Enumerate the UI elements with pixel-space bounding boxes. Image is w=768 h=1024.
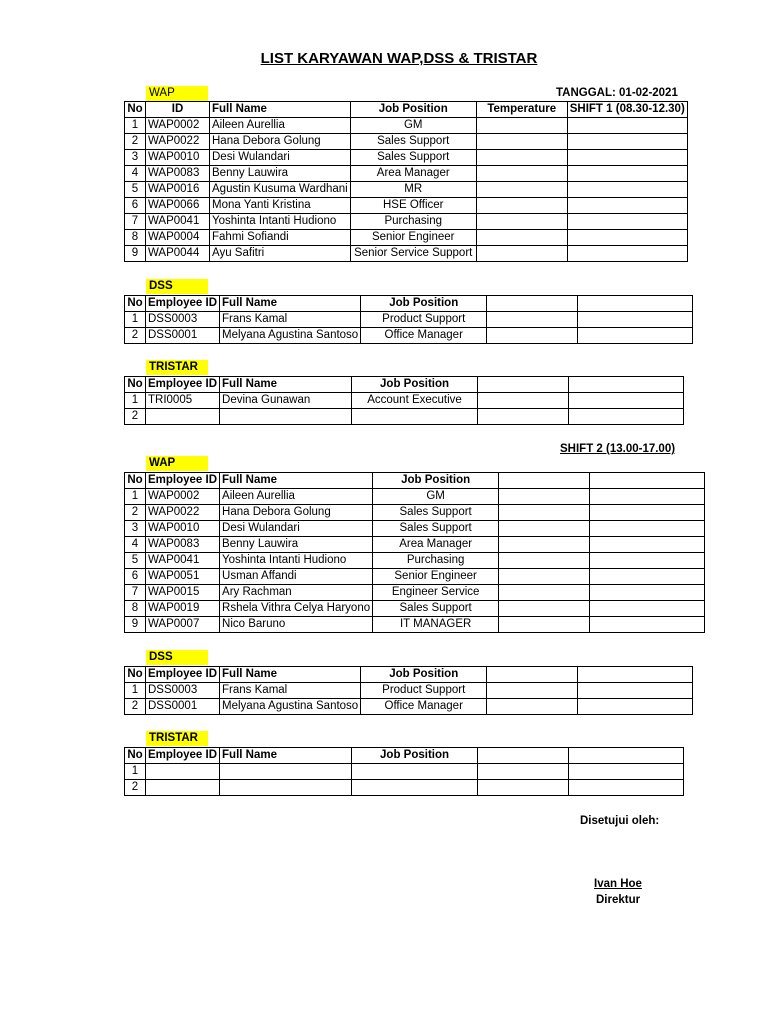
cell-job-position: Purchasing — [373, 553, 499, 569]
cell-temperature[interactable] — [499, 569, 590, 585]
cell-job-position: Sales Support — [350, 150, 476, 166]
table-row — [125, 182, 688, 198]
cell-no: 8 — [125, 230, 146, 246]
cell-job-position: Account Executive — [352, 393, 478, 409]
table-row — [125, 505, 705, 521]
approved-by-label: Disetujui oleh: — [580, 815, 660, 827]
header-employee-id: Employee ID — [146, 296, 220, 312]
cell-no: 9 — [125, 246, 146, 262]
cell-job-position: Office Manager — [361, 699, 487, 715]
table-row — [125, 780, 684, 796]
cell-job-position: Purchasing — [350, 214, 476, 230]
header-temperature-empty — [499, 473, 590, 489]
cell-temperature[interactable] — [487, 312, 578, 328]
cell-id: WAP0016 — [146, 182, 210, 198]
cell-full-name: Yoshinta Intanti Hudiono — [220, 553, 373, 569]
cell-job-position: MR — [350, 182, 476, 198]
cell-id: DSS0003 — [146, 312, 220, 328]
cell-no: 5 — [125, 182, 146, 198]
cell-full-name: Melyana Agustina Santoso — [220, 699, 361, 715]
table-row — [125, 246, 688, 262]
cell-temperature[interactable] — [487, 683, 578, 699]
table-header-row — [125, 748, 684, 764]
cell-full-name — [220, 764, 352, 780]
cell-temperature[interactable] — [476, 198, 567, 214]
cell-shift[interactable] — [590, 537, 705, 553]
cell-no: 1 — [125, 683, 146, 699]
header-employee-id: Employee ID — [146, 667, 220, 683]
cell-no: 6 — [125, 569, 146, 585]
cell-id — [146, 409, 220, 425]
header-shift-empty — [578, 667, 693, 683]
wap-table-shift2 — [124, 472, 705, 633]
cell-temperature[interactable] — [476, 246, 567, 262]
section-label-dss-shift1: DSS — [146, 279, 208, 294]
cell-no: 1 — [125, 393, 146, 409]
table-header-row — [125, 377, 684, 393]
cell-id: WAP0083 — [146, 537, 220, 553]
cell-full-name: Hana Debora Golung — [220, 505, 373, 521]
cell-no: 2 — [125, 328, 146, 344]
cell-no: 1 — [125, 118, 146, 134]
cell-id: DSS0001 — [146, 328, 220, 344]
section-label-dss-shift2: DSS — [146, 650, 208, 665]
header-job-position: Job Position — [361, 667, 487, 683]
cell-job-position: HSE Officer — [350, 198, 476, 214]
header-temperature-empty — [487, 296, 578, 312]
cell-job-position: Sales Support — [350, 134, 476, 150]
table-row — [125, 553, 705, 569]
cell-id: WAP0022 — [146, 134, 210, 150]
cell-full-name: Mona Yanti Kristina — [210, 198, 351, 214]
cell-shift[interactable] — [569, 409, 684, 425]
cell-shift[interactable] — [567, 182, 687, 198]
table-header-row — [125, 102, 688, 118]
section-label-wap-shift2: WAP — [146, 456, 208, 471]
table-row — [125, 214, 688, 230]
cell-full-name: Benny Lauwira — [210, 166, 351, 182]
cell-shift[interactable] — [567, 198, 687, 214]
cell-temperature[interactable] — [476, 134, 567, 150]
cell-job-position: GM — [350, 118, 476, 134]
cell-no: 2 — [125, 134, 146, 150]
header-shift1: SHIFT 1 (08.30-12.30) — [567, 102, 687, 118]
cell-id: WAP0044 — [146, 246, 210, 262]
table-row — [125, 134, 688, 150]
cell-shift[interactable] — [590, 617, 705, 633]
cell-shift[interactable] — [569, 393, 684, 409]
cell-job-position: IT MANAGER — [373, 617, 499, 633]
cell-no: 7 — [125, 214, 146, 230]
cell-id: WAP0015 — [146, 585, 220, 601]
cell-full-name: Devina Gunawan — [220, 393, 352, 409]
cell-id: WAP0004 — [146, 230, 210, 246]
cell-job-position: Product Support — [361, 683, 487, 699]
cell-temperature[interactable] — [478, 393, 569, 409]
cell-temperature[interactable] — [499, 489, 590, 505]
cell-no: 2 — [125, 699, 146, 715]
cell-job-position: Sales Support — [373, 505, 499, 521]
cell-no: 3 — [125, 150, 146, 166]
cell-temperature[interactable] — [487, 699, 578, 715]
cell-no: 4 — [125, 537, 146, 553]
tristar-table-shift2 — [124, 747, 684, 796]
table-row — [125, 230, 688, 246]
header-full-name: Full Name — [220, 667, 361, 683]
cell-shift[interactable] — [567, 134, 687, 150]
header-full-name: Full Name — [220, 377, 352, 393]
header-no: No — [125, 667, 146, 683]
table-row — [125, 699, 693, 715]
date-label: TANGGAL: 01-02-2021 — [556, 87, 678, 99]
cell-full-name: Ayu Safitri — [210, 246, 351, 262]
cell-full-name: Yoshinta Intanti Hudiono — [210, 214, 351, 230]
shift2-label: SHIFT 2 (13.00-17.00) — [560, 443, 676, 455]
header-employee-id: Employee ID — [146, 377, 220, 393]
cell-full-name: Ary Rachman — [220, 585, 373, 601]
cell-temperature[interactable] — [476, 150, 567, 166]
cell-no: 7 — [125, 585, 146, 601]
cell-no: 2 — [125, 409, 146, 425]
cell-full-name: Nico Baruno — [220, 617, 373, 633]
cell-no: 1 — [125, 489, 146, 505]
dss-table-shift1 — [124, 295, 693, 344]
cell-temperature[interactable] — [499, 505, 590, 521]
cell-job-position: Senior Engineer — [350, 230, 476, 246]
cell-full-name: Desi Wulandari — [220, 521, 373, 537]
header-shift-empty — [569, 748, 684, 764]
cell-no: 9 — [125, 617, 146, 633]
cell-shift[interactable] — [567, 150, 687, 166]
cell-temperature[interactable] — [476, 118, 567, 134]
cell-id: WAP0007 — [146, 617, 220, 633]
cell-shift[interactable] — [567, 230, 687, 246]
cell-full-name: Aileen Aurellia — [220, 489, 373, 505]
table-row — [125, 601, 705, 617]
cell-full-name: Frans Kamal — [220, 683, 361, 699]
cell-temperature[interactable] — [476, 166, 567, 182]
cell-no: 6 — [125, 198, 146, 214]
cell-id: WAP0022 — [146, 505, 220, 521]
cell-job-position: GM — [373, 489, 499, 505]
cell-shift[interactable] — [578, 312, 693, 328]
table-row — [125, 537, 705, 553]
header-job-position: Job Position — [350, 102, 476, 118]
cell-job-position: Senior Engineer — [373, 569, 499, 585]
section-label-tristar-shift2: TRISTAR — [146, 731, 208, 746]
cell-job-position: Engineer Service — [373, 585, 499, 601]
table-row — [125, 585, 705, 601]
table-row — [125, 409, 684, 425]
cell-temperature[interactable] — [478, 764, 569, 780]
cell-no: 3 — [125, 521, 146, 537]
cell-shift[interactable] — [590, 489, 705, 505]
cell-temperature[interactable] — [487, 328, 578, 344]
cell-shift[interactable] — [590, 585, 705, 601]
cell-id: WAP0083 — [146, 166, 210, 182]
cell-temperature[interactable] — [478, 409, 569, 425]
cell-temperature[interactable] — [499, 617, 590, 633]
cell-full-name: Rshela Vithra Celya Haryono — [220, 601, 373, 617]
cell-shift[interactable] — [567, 246, 687, 262]
table-row — [125, 521, 705, 537]
cell-temperature[interactable] — [499, 585, 590, 601]
cell-full-name: Hana Debora Golung — [210, 134, 351, 150]
table-row — [125, 150, 688, 166]
table-row — [125, 328, 693, 344]
cell-shift[interactable] — [590, 553, 705, 569]
cell-shift[interactable] — [590, 601, 705, 617]
header-temperature-empty — [478, 377, 569, 393]
cell-temperature[interactable] — [478, 780, 569, 796]
cell-full-name: Frans Kamal — [220, 312, 361, 328]
table-row — [125, 683, 693, 699]
cell-temperature[interactable] — [499, 601, 590, 617]
table-row — [125, 617, 705, 633]
cell-shift[interactable] — [567, 166, 687, 182]
cell-job-position: Sales Support — [373, 601, 499, 617]
cell-id: WAP0041 — [146, 214, 210, 230]
cell-job-position — [352, 780, 478, 796]
header-shift-empty — [590, 473, 705, 489]
cell-temperature[interactable] — [499, 521, 590, 537]
cell-shift[interactable] — [569, 780, 684, 796]
cell-id: DSS0001 — [146, 699, 220, 715]
header-no: No — [125, 748, 146, 764]
cell-job-position — [352, 764, 478, 780]
header-full-name: Full Name — [220, 296, 361, 312]
header-temperature-empty — [478, 748, 569, 764]
table-row — [125, 312, 693, 328]
cell-id: WAP0002 — [146, 118, 210, 134]
header-no: No — [125, 473, 146, 489]
cell-shift[interactable] — [578, 683, 693, 699]
header-id: ID — [146, 102, 210, 118]
header-shift-empty — [569, 377, 684, 393]
section-label-tristar-shift1: TRISTAR — [146, 360, 208, 375]
cell-temperature[interactable] — [476, 214, 567, 230]
cell-job-position: Area Manager — [373, 537, 499, 553]
cell-id: TRI0005 — [146, 393, 220, 409]
cell-id: WAP0019 — [146, 601, 220, 617]
table-row — [125, 764, 684, 780]
header-temperature-empty — [487, 667, 578, 683]
table-row — [125, 198, 688, 214]
cell-job-position: Sales Support — [373, 521, 499, 537]
header-job-position: Job Position — [373, 473, 499, 489]
cell-id: WAP0041 — [146, 553, 220, 569]
header-job-position: Job Position — [352, 748, 478, 764]
cell-shift[interactable] — [569, 764, 684, 780]
header-no: No — [125, 377, 146, 393]
table-header-row — [125, 473, 705, 489]
cell-full-name — [220, 409, 352, 425]
cell-temperature[interactable] — [499, 553, 590, 569]
header-job-position: Job Position — [361, 296, 487, 312]
cell-no: 8 — [125, 601, 146, 617]
header-full-name: Full Name — [210, 102, 351, 118]
cell-shift[interactable] — [578, 699, 693, 715]
cell-no: 2 — [125, 780, 146, 796]
cell-shift[interactable] — [590, 569, 705, 585]
table-header-row — [125, 667, 693, 683]
cell-shift[interactable] — [590, 505, 705, 521]
cell-temperature[interactable] — [476, 182, 567, 198]
cell-id: WAP0010 — [146, 521, 220, 537]
cell-job-position — [352, 409, 478, 425]
section-label-wap-shift1: WAP — [146, 86, 208, 101]
table-row — [125, 118, 688, 134]
header-employee-id: Employee ID — [146, 748, 220, 764]
cell-id: WAP0002 — [146, 489, 220, 505]
cell-shift[interactable] — [590, 521, 705, 537]
table-row — [125, 166, 688, 182]
cell-full-name: Melyana Agustina Santoso — [220, 328, 361, 344]
signatory-role: Direktur — [596, 894, 641, 906]
cell-id: WAP0051 — [146, 569, 220, 585]
header-job-position: Job Position — [352, 377, 478, 393]
cell-full-name: Agustin Kusuma Wardhani — [210, 182, 351, 198]
cell-shift[interactable] — [567, 214, 687, 230]
header-no: No — [125, 102, 146, 118]
table-row — [125, 569, 705, 585]
cell-full-name: Desi Wulandari — [210, 150, 351, 166]
cell-no: 2 — [125, 505, 146, 521]
cell-full-name — [220, 780, 352, 796]
cell-temperature[interactable] — [499, 537, 590, 553]
signatory-name: Ivan Hoe — [594, 878, 642, 890]
tristar-table-shift1 — [124, 376, 684, 425]
header-temperature: Temperature — [476, 102, 567, 118]
cell-full-name: Fahmi Sofiandi — [210, 230, 351, 246]
cell-job-position: Area Manager — [350, 166, 476, 182]
cell-full-name: Benny Lauwira — [220, 537, 373, 553]
cell-id — [146, 764, 220, 780]
header-shift-empty — [578, 296, 693, 312]
cell-no: 1 — [125, 312, 146, 328]
cell-id — [146, 780, 220, 796]
cell-shift[interactable] — [578, 328, 693, 344]
cell-no: 5 — [125, 553, 146, 569]
cell-no: 4 — [125, 166, 146, 182]
header-full-name: Full Name — [220, 748, 352, 764]
cell-id: DSS0003 — [146, 683, 220, 699]
cell-full-name: Aileen Aurellia — [210, 118, 351, 134]
cell-shift[interactable] — [567, 118, 687, 134]
header-no: No — [125, 296, 146, 312]
cell-no: 1 — [125, 764, 146, 780]
wap-table-shift1 — [124, 101, 688, 262]
cell-temperature[interactable] — [476, 230, 567, 246]
dss-table-shift2 — [124, 666, 693, 715]
table-header-row — [125, 296, 693, 312]
cell-full-name: Usman Affandi — [220, 569, 373, 585]
table-row — [125, 393, 684, 409]
cell-job-position: Senior Service Support — [350, 246, 476, 262]
document-title: LIST KARYAWAN WAP,DSS & TRISTAR — [260, 50, 538, 67]
cell-id: WAP0066 — [146, 198, 210, 214]
header-full-name: Full Name — [220, 473, 373, 489]
header-employee-id: Employee ID — [146, 473, 220, 489]
cell-id: WAP0010 — [146, 150, 210, 166]
cell-job-position: Office Manager — [361, 328, 487, 344]
cell-job-position: Product Support — [361, 312, 487, 328]
table-row — [125, 489, 705, 505]
